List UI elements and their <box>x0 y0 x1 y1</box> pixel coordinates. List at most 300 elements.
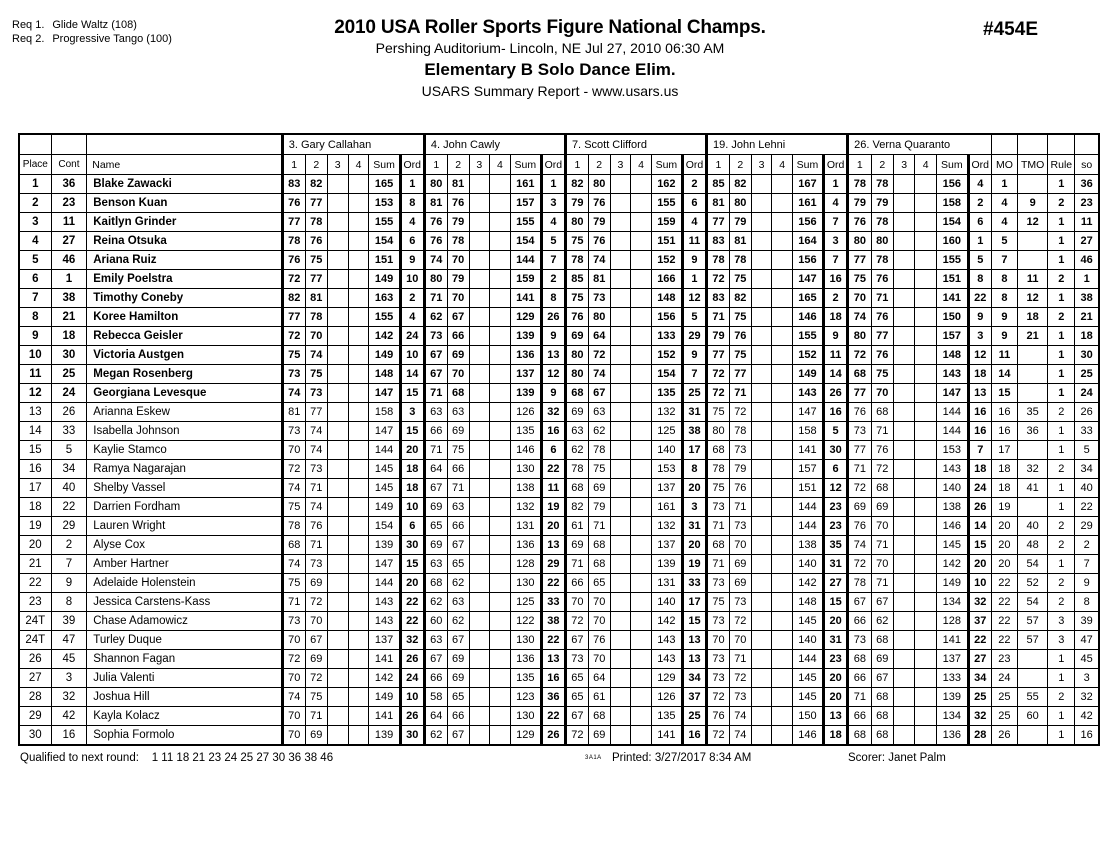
cell-j5-score4 <box>915 213 937 232</box>
cell-j1-score1: 81 <box>282 403 305 422</box>
cell-j1-score2: 73 <box>305 460 327 479</box>
cell-j4-score2: 73 <box>729 517 751 536</box>
cell-j1-score2: 75 <box>305 251 327 270</box>
table-row <box>19 574 1099 593</box>
cell-j1-sum: 154 <box>369 232 400 251</box>
col-j1-sum: Sum <box>369 155 400 175</box>
cell-skater-name: Benson Kuan <box>87 194 282 213</box>
cell-j1-score3 <box>327 175 348 194</box>
cell-j4-score2: 70 <box>729 631 751 650</box>
table-row <box>19 422 1099 441</box>
cell-j2-score1: 74 <box>424 251 447 270</box>
cell-mo: 17 <box>991 441 1017 460</box>
cell-j1-ord: 14 <box>400 365 424 384</box>
col-place: Place <box>19 155 51 175</box>
cell-j5-sum: 151 <box>936 270 968 289</box>
cell-j5-score1: 73 <box>848 422 871 441</box>
cell-so: 1 <box>1075 270 1099 289</box>
cell-j4-score1: 78 <box>707 460 730 479</box>
cell-skater-name: Georgiana Levesque <box>87 384 282 403</box>
cell-j2-score4 <box>490 346 511 365</box>
cell-j5-score1: 72 <box>848 555 871 574</box>
cell-so: 45 <box>1075 650 1099 669</box>
cell-j1-sum: 148 <box>369 365 400 384</box>
cell-j5-score4 <box>915 479 937 498</box>
cell-j2-score1: 68 <box>424 574 447 593</box>
cell-j4-score3 <box>751 384 772 403</box>
cell-rule: 3 <box>1048 612 1075 631</box>
cell-j1-score4 <box>348 213 369 232</box>
cell-j3-ord: 38 <box>682 422 706 441</box>
cell-j2-score2: 71 <box>447 479 469 498</box>
cell-j5-ord: 9 <box>968 308 991 327</box>
cell-j2-sum: 136 <box>510 536 541 555</box>
cell-j2-sum: 157 <box>510 194 541 213</box>
cell-j5-score2: 68 <box>871 707 893 726</box>
cell-j4-score3 <box>751 707 772 726</box>
cell-j2-ord: 8 <box>541 289 565 308</box>
cell-tmo: 12 <box>1017 289 1047 308</box>
cell-contestant-number: 42 <box>51 707 87 726</box>
cell-j5-score1: 73 <box>848 631 871 650</box>
cell-mo: 22 <box>991 593 1017 612</box>
table-row <box>19 707 1099 726</box>
cell-j5-score3 <box>893 650 915 669</box>
cell-j1-score1: 72 <box>282 460 305 479</box>
cell-j5-score4 <box>915 441 937 460</box>
cell-j5-ord: 18 <box>968 365 991 384</box>
cell-mo: 16 <box>991 422 1017 441</box>
cell-j2-score4 <box>490 213 511 232</box>
cell-j2-score2: 70 <box>447 365 469 384</box>
cell-j1-score1: 78 <box>282 517 305 536</box>
cell-j3-score4 <box>631 498 652 517</box>
cell-j1-score1: 74 <box>282 479 305 498</box>
cell-j1-sum: 163 <box>369 289 400 308</box>
cell-rule: 1 <box>1048 422 1075 441</box>
cell-j1-sum: 147 <box>369 555 400 574</box>
cell-j3-sum: 153 <box>651 460 682 479</box>
cell-j5-score3 <box>893 555 915 574</box>
judge-header-5: 26. Verna Quaranto <box>848 134 992 155</box>
cell-j5-score3 <box>893 536 915 555</box>
cell-j1-ord: 26 <box>400 707 424 726</box>
cell-j1-score2: 81 <box>305 289 327 308</box>
cell-j2-score1: 73 <box>424 327 447 346</box>
cell-j2-ord: 5 <box>541 232 565 251</box>
cell-j5-score3 <box>893 669 915 688</box>
col-j5-s1: 1 <box>848 155 871 175</box>
cell-mo: 22 <box>991 631 1017 650</box>
cell-skater-name: Ramya Nagarajan <box>87 460 282 479</box>
cell-j3-score3 <box>610 612 631 631</box>
cell-j1-score3 <box>327 194 348 213</box>
cell-j2-sum: 135 <box>510 669 541 688</box>
cell-j2-score1: 63 <box>424 555 447 574</box>
cell-j2-score3 <box>469 574 490 593</box>
cell-j1-sum: 141 <box>369 707 400 726</box>
cell-j2-ord: 16 <box>541 422 565 441</box>
column-header-row <box>19 155 1099 175</box>
cell-j4-ord: 31 <box>824 631 848 650</box>
col-j2-s2: 2 <box>447 155 469 175</box>
cell-rule: 2 <box>1048 308 1075 327</box>
cell-j3-score4 <box>631 688 652 707</box>
cell-place: 24T <box>19 631 51 650</box>
cell-j4-sum: 167 <box>792 175 823 194</box>
cell-j3-score4 <box>631 403 652 422</box>
cell-so: 46 <box>1075 251 1099 270</box>
cell-j4-score2: 69 <box>729 574 751 593</box>
cell-j2-score2: 79 <box>447 270 469 289</box>
cell-j5-score4 <box>915 403 937 422</box>
qualified-line <box>20 752 333 764</box>
cell-j4-sum: 145 <box>792 612 823 631</box>
cell-j5-ord: 3 <box>968 327 991 346</box>
cell-j4-ord: 14 <box>824 365 848 384</box>
cell-j5-sum: 141 <box>936 631 968 650</box>
cell-rule: 1 <box>1048 365 1075 384</box>
cell-j1-score4 <box>348 536 369 555</box>
cell-j1-score3 <box>327 289 348 308</box>
cell-j2-score3 <box>469 612 490 631</box>
cell-j1-score1: 83 <box>282 175 305 194</box>
cell-j4-score4 <box>772 726 793 746</box>
cell-j5-score1: 76 <box>848 517 871 536</box>
cell-j3-score3 <box>610 232 631 251</box>
cell-j3-score4 <box>631 612 652 631</box>
cell-tmo: 54 <box>1017 555 1047 574</box>
cell-j1-score3 <box>327 327 348 346</box>
cell-j5-sum: 147 <box>936 384 968 403</box>
cell-j3-ord: 7 <box>682 365 706 384</box>
report-subtitle: USARS Summary Report - www.usars.us <box>421 83 679 99</box>
cell-j2-score1: 80 <box>424 175 447 194</box>
competition-title: 2010 USA Roller Sports Figure National Champs. <box>334 17 766 38</box>
cell-j4-score2: 78 <box>729 251 751 270</box>
cell-j3-ord: 13 <box>682 650 706 669</box>
cell-j3-score2: 71 <box>588 517 610 536</box>
cell-skater-name: Koree Hamilton <box>87 308 282 327</box>
cell-rule: 1 <box>1048 232 1075 251</box>
cell-j4-ord: 26 <box>824 384 848 403</box>
cell-j3-score1: 61 <box>565 517 588 536</box>
cell-j1-score3 <box>327 403 348 422</box>
cell-j4-score3 <box>751 479 772 498</box>
cell-mo: 25 <box>991 707 1017 726</box>
cell-skater-name: Rebecca Geisler <box>87 327 282 346</box>
cell-j1-score3 <box>327 536 348 555</box>
cell-j5-score2: 76 <box>871 308 893 327</box>
cell-j2-sum: 132 <box>510 498 541 517</box>
cell-j2-score1: 69 <box>424 498 447 517</box>
cell-j3-ord: 31 <box>682 403 706 422</box>
cell-j4-score2: 71 <box>729 384 751 403</box>
col-j3-sum: Sum <box>651 155 682 175</box>
cell-j3-score1: 85 <box>565 270 588 289</box>
cell-j4-score4 <box>772 213 793 232</box>
cell-j1-score1: 75 <box>282 574 305 593</box>
cell-j5-sum: 142 <box>936 555 968 574</box>
cell-j1-ord: 4 <box>400 308 424 327</box>
cell-j3-score3 <box>610 707 631 726</box>
cell-j1-score2: 77 <box>305 403 327 422</box>
cell-j2-ord: 13 <box>541 536 565 555</box>
col-j3-s3: 3 <box>610 155 631 175</box>
cell-skater-name: Kayla Kolacz <box>87 707 282 726</box>
cell-j5-sum: 160 <box>936 232 968 251</box>
cell-j4-score4 <box>772 593 793 612</box>
cell-j1-score3 <box>327 669 348 688</box>
cell-j3-score4 <box>631 194 652 213</box>
cell-j3-sum: 133 <box>651 327 682 346</box>
event-title: Elementary B Solo Dance Elim. <box>424 60 676 79</box>
cell-j3-score3 <box>610 175 631 194</box>
cell-j5-score2: 68 <box>871 479 893 498</box>
cell-place: 3 <box>19 213 51 232</box>
cell-j3-score2: 74 <box>588 365 610 384</box>
cell-j4-score2: 76 <box>729 479 751 498</box>
cell-j1-score2: 74 <box>305 441 327 460</box>
cell-j3-score3 <box>610 593 631 612</box>
cell-j3-score1: 82 <box>565 498 588 517</box>
cell-j1-score4 <box>348 631 369 650</box>
col-j4-s4: 4 <box>772 155 793 175</box>
cell-j1-sum: 143 <box>369 612 400 631</box>
cell-j2-sum: 141 <box>510 289 541 308</box>
cell-j3-score4 <box>631 441 652 460</box>
cell-skater-name: Kaylie Stamco <box>87 441 282 460</box>
cell-j1-sum: 165 <box>369 175 400 194</box>
cell-j3-ord: 15 <box>682 612 706 631</box>
cell-place: 1 <box>19 175 51 194</box>
cell-j1-ord: 9 <box>400 251 424 270</box>
cell-j2-score4 <box>490 612 511 631</box>
cell-j2-ord: 16 <box>541 669 565 688</box>
cell-place: 28 <box>19 688 51 707</box>
cell-j3-score3 <box>610 194 631 213</box>
cell-tmo: 55 <box>1017 688 1047 707</box>
cell-j5-score3 <box>893 213 915 232</box>
cell-j2-ord: 19 <box>541 498 565 517</box>
cell-j2-sum: 130 <box>510 631 541 650</box>
table-row <box>19 688 1099 707</box>
cell-j5-score2: 77 <box>871 327 893 346</box>
cell-j1-score2: 70 <box>305 327 327 346</box>
cell-j2-sum: 131 <box>510 517 541 536</box>
cell-j1-ord: 22 <box>400 593 424 612</box>
cell-j3-score2: 80 <box>588 175 610 194</box>
cell-j1-score3 <box>327 232 348 251</box>
cell-j2-score3 <box>469 175 490 194</box>
cell-rule: 2 <box>1048 270 1075 289</box>
cell-j2-score4 <box>490 422 511 441</box>
cell-so: 47 <box>1075 631 1099 650</box>
cell-j5-score2: 76 <box>871 346 893 365</box>
table-row <box>19 308 1099 327</box>
cell-j2-score3 <box>469 688 490 707</box>
cell-j5-score3 <box>893 327 915 346</box>
cell-j2-score2: 68 <box>447 384 469 403</box>
cell-j5-ord: 28 <box>968 726 991 746</box>
cell-j5-score4 <box>915 498 937 517</box>
cell-j4-score3 <box>751 270 772 289</box>
cell-contestant-number: 5 <box>51 441 87 460</box>
cell-j3-score1: 69 <box>565 327 588 346</box>
cell-j4-score4 <box>772 479 793 498</box>
cell-contestant-number: 7 <box>51 555 87 574</box>
cell-j4-ord: 13 <box>824 707 848 726</box>
cell-j5-score1: 78 <box>848 175 871 194</box>
cell-j1-score3 <box>327 441 348 460</box>
cell-j5-score2: 80 <box>871 232 893 251</box>
cell-j4-score4 <box>772 232 793 251</box>
cell-j3-score1: 63 <box>565 422 588 441</box>
cell-j1-score2: 77 <box>305 270 327 289</box>
cell-j2-score2: 69 <box>447 422 469 441</box>
cell-j5-score2: 78 <box>871 251 893 270</box>
cell-j3-sum: 140 <box>651 593 682 612</box>
cell-j1-ord: 20 <box>400 441 424 460</box>
cell-j4-score4 <box>772 194 793 213</box>
corner-cell <box>1048 134 1075 155</box>
cell-j3-score4 <box>631 650 652 669</box>
cell-so: 22 <box>1075 498 1099 517</box>
cell-j3-score1: 71 <box>565 555 588 574</box>
cell-j4-sum: 157 <box>792 460 823 479</box>
cell-skater-name: Alyse Cox <box>87 536 282 555</box>
cell-j4-ord: 12 <box>824 479 848 498</box>
cell-j5-sum: 143 <box>936 365 968 384</box>
corner-cell <box>19 134 51 155</box>
cell-j1-ord: 22 <box>400 612 424 631</box>
cell-j2-ord: 13 <box>541 650 565 669</box>
cell-j5-sum: 140 <box>936 479 968 498</box>
cell-j2-ord: 22 <box>541 631 565 650</box>
cell-j1-ord: 20 <box>400 574 424 593</box>
cell-j2-score2: 70 <box>447 251 469 270</box>
cell-j3-score2: 81 <box>588 270 610 289</box>
cell-j1-score1: 70 <box>282 631 305 650</box>
cell-j2-score3 <box>469 251 490 270</box>
cell-skater-name: Julia Valenti <box>87 669 282 688</box>
cell-j2-score2: 63 <box>447 403 469 422</box>
cell-j1-score2: 72 <box>305 593 327 612</box>
cell-j3-score1: 79 <box>565 194 588 213</box>
cell-so: 39 <box>1075 612 1099 631</box>
cell-j2-score3 <box>469 536 490 555</box>
cell-j1-score3 <box>327 213 348 232</box>
cell-j4-score1: 76 <box>707 707 730 726</box>
cell-j5-score4 <box>915 270 937 289</box>
cell-j4-score4 <box>772 365 793 384</box>
cell-rule: 1 <box>1048 479 1075 498</box>
cell-j5-score2: 71 <box>871 422 893 441</box>
cell-j4-score1: 85 <box>707 175 730 194</box>
cell-j4-score4 <box>772 688 793 707</box>
cell-so: 42 <box>1075 707 1099 726</box>
cell-j3-score3 <box>610 403 631 422</box>
cell-j3-score1: 72 <box>565 726 588 746</box>
cell-place: 14 <box>19 422 51 441</box>
cell-j5-score1: 77 <box>848 251 871 270</box>
cell-contestant-number: 24 <box>51 384 87 403</box>
cell-j5-score1: 66 <box>848 612 871 631</box>
cell-mo: 24 <box>991 669 1017 688</box>
cell-j1-score4 <box>348 593 369 612</box>
cell-so: 23 <box>1075 194 1099 213</box>
cell-j1-score1: 70 <box>282 441 305 460</box>
cell-j1-score4 <box>348 460 369 479</box>
cell-rule: 2 <box>1048 460 1075 479</box>
cell-j5-score3 <box>893 422 915 441</box>
cell-j5-sum: 137 <box>936 650 968 669</box>
cell-so: 8 <box>1075 593 1099 612</box>
cell-j5-score3 <box>893 479 915 498</box>
table-row <box>19 593 1099 612</box>
cell-skater-name: Joshua Hill <box>87 688 282 707</box>
col-name: Name <box>87 155 282 175</box>
cell-j2-score2: 76 <box>447 194 469 213</box>
table-row <box>19 289 1099 308</box>
cell-j2-sum: 123 <box>510 688 541 707</box>
cell-j2-score2: 66 <box>447 460 469 479</box>
cell-j3-score2: 76 <box>588 631 610 650</box>
cell-j3-score1: 80 <box>565 213 588 232</box>
cell-j5-score2: 67 <box>871 669 893 688</box>
cell-j2-score2: 65 <box>447 688 469 707</box>
cell-j3-ord: 6 <box>682 194 706 213</box>
cell-j3-sum: 162 <box>651 175 682 194</box>
cell-j4-score3 <box>751 232 772 251</box>
cell-contestant-number: 29 <box>51 517 87 536</box>
cell-j2-score3 <box>469 308 490 327</box>
cell-j4-score4 <box>772 270 793 289</box>
cell-j3-sum: 143 <box>651 631 682 650</box>
cell-j5-ord: 4 <box>968 175 991 194</box>
cell-j3-sum: 148 <box>651 289 682 308</box>
cell-j2-score3 <box>469 213 490 232</box>
cell-j1-sum: 153 <box>369 194 400 213</box>
cell-tmo <box>1017 175 1047 194</box>
cell-j3-score3 <box>610 251 631 270</box>
cell-j4-score1: 72 <box>707 384 730 403</box>
cell-j5-ord: 18 <box>968 460 991 479</box>
cell-j1-sum: 147 <box>369 384 400 403</box>
cell-j2-score2: 67 <box>447 726 469 746</box>
cell-j2-ord: 22 <box>541 574 565 593</box>
cell-tmo <box>1017 384 1047 403</box>
cell-place: 29 <box>19 707 51 726</box>
cell-rule: 2 <box>1048 194 1075 213</box>
cell-skater-name: Victoria Austgen <box>87 346 282 365</box>
scorer-line: Scorer: Janet Palm <box>848 752 946 764</box>
cell-j3-score4 <box>631 536 652 555</box>
cell-j3-score1: 67 <box>565 707 588 726</box>
cell-j2-score4 <box>490 308 511 327</box>
cell-j4-score2: 72 <box>729 403 751 422</box>
cell-j4-score1: 72 <box>707 688 730 707</box>
cell-j1-score4 <box>348 194 369 213</box>
cell-j2-score3 <box>469 422 490 441</box>
cell-j3-score1: 70 <box>565 593 588 612</box>
cell-skater-name: Arianna Eskew <box>87 403 282 422</box>
cell-tmo: 48 <box>1017 536 1047 555</box>
qualified-list: 1 11 18 21 23 24 25 27 30 36 38 46 <box>151 752 334 764</box>
cell-so: 30 <box>1075 346 1099 365</box>
cell-mo: 15 <box>991 384 1017 403</box>
cell-j2-ord: 1 <box>541 175 565 194</box>
